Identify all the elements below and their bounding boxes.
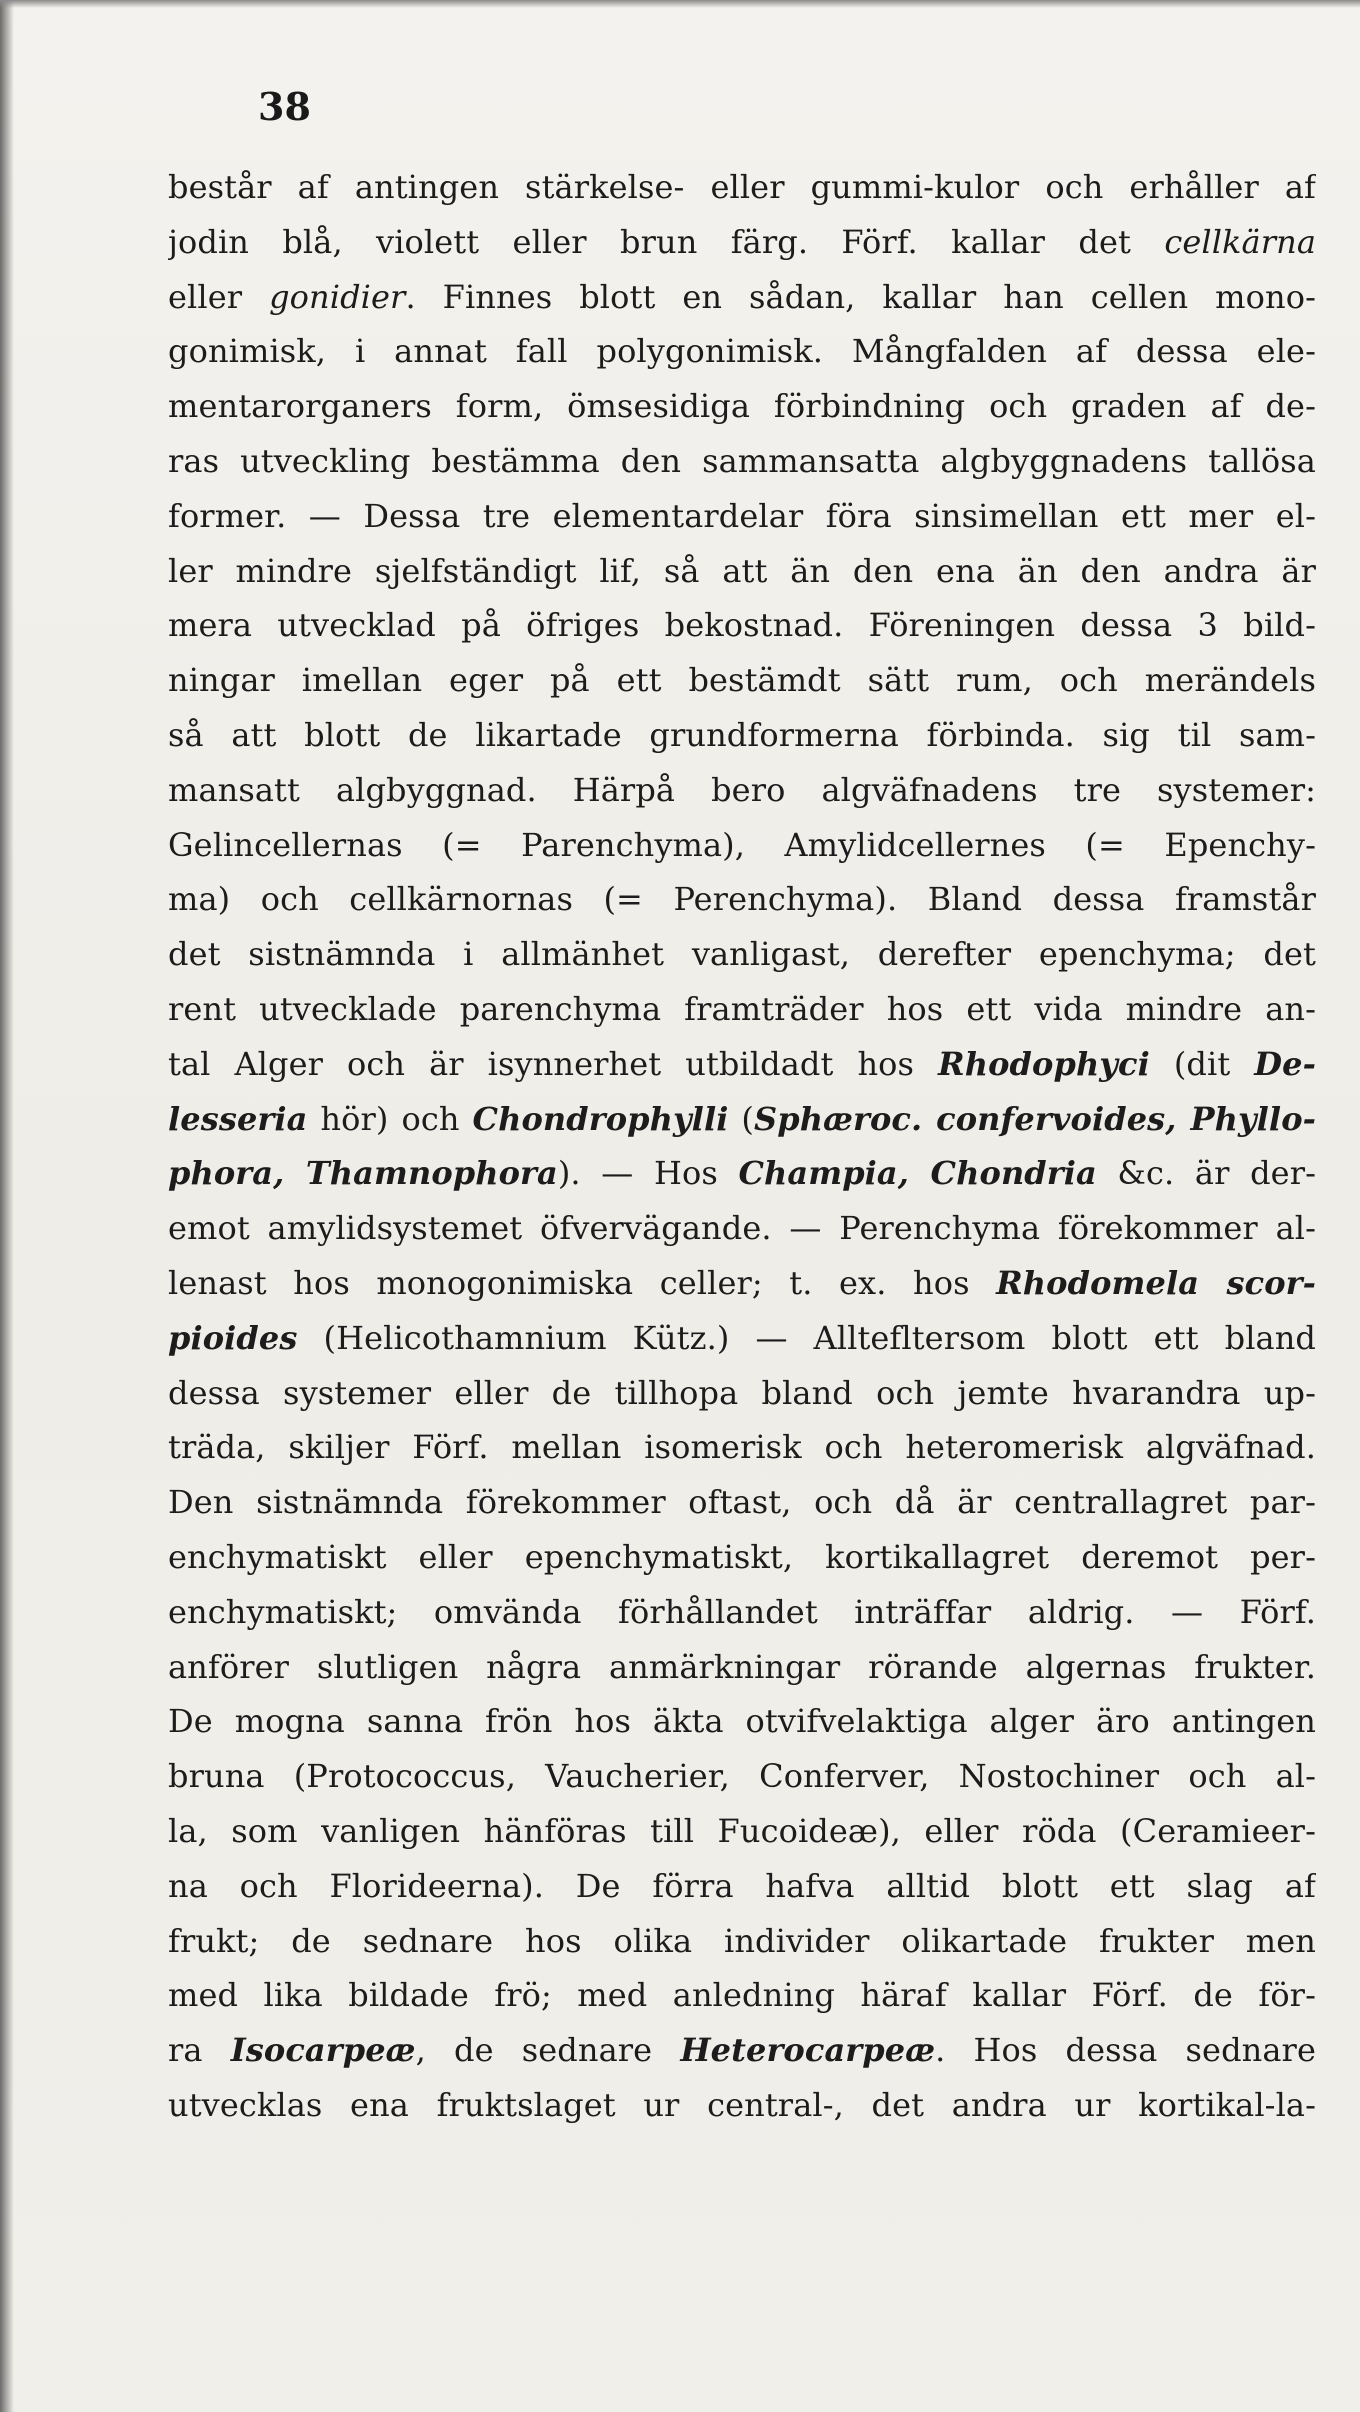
text-run: la, som vanligen hänföras till Fucoideæ), eller röda (Ceramieer-: [168, 1811, 1316, 1850]
text-run: anförer slutligen några anmärkningar rörande algernas frukter.: [168, 1647, 1316, 1686]
text-line: [168, 489, 1316, 544]
text-line: [168, 1640, 1316, 1695]
text-line: [168, 544, 1316, 599]
text-run: bruna (Protococcus, Vaucherier, Conferver, Nostochiner och al-: [168, 1757, 1316, 1796]
text-line: [168, 1859, 1316, 1914]
italic-term: Chondrophylli: [472, 1099, 729, 1138]
text-line: [168, 1146, 1316, 1201]
text-run: hör) och: [307, 1099, 473, 1138]
text-run: dessa systemer eller de tillhopa bland och jemte hvarandra up-: [168, 1373, 1316, 1412]
text-run: . Finnes blott en sådan, kallar han cellen mono-: [405, 277, 1316, 316]
text-run: , de sednare: [415, 2031, 681, 2070]
text-run: består af antingen stärkelse- eller gummi-kulor och erhåller af: [168, 168, 1316, 206]
text-run: ras utveckling bestämma den sammansatta algbyggnadens tallösa: [168, 441, 1316, 480]
text-line: [168, 2078, 1316, 2133]
text-run: mansatt algbyggnad. Härpå bero algväfnadens tre systemer:: [168, 770, 1316, 809]
text-line: [168, 270, 1316, 325]
italic-term: Isocarpeæ: [230, 2031, 416, 2070]
text-line: [168, 1366, 1316, 1421]
text-line: [168, 215, 1316, 270]
text-line: [168, 1585, 1316, 1640]
text-line: [168, 1256, 1316, 1311]
text-line: [168, 1968, 1316, 2023]
text-run: (Helicothamnium Kütz.) — Alltefltersom blott ett bland: [297, 1318, 1316, 1357]
italic-term: De-: [1254, 1044, 1316, 1083]
text-line: [168, 1037, 1316, 1092]
text-run: enchymatiskt; omvända förhållandet inträffar aldrig. — Förf.: [168, 1592, 1316, 1631]
page-edge-shadow-left: [0, 0, 14, 2412]
italic-term: lesseria: [168, 1099, 308, 1138]
text-line: [168, 2023, 1316, 2078]
text-run: &c. är der-: [1096, 1154, 1316, 1193]
italic-term: Rhodomela scor-: [996, 1263, 1316, 1302]
text-line: [168, 1092, 1316, 1147]
text-run: mera utvecklad på öfriges bekostnad. Föreningen dessa 3 bild-: [168, 606, 1316, 645]
italic-term: Rhodophyci: [938, 1044, 1150, 1083]
text-line: [168, 1201, 1316, 1256]
text-run: na och Florideerna). De förra hafva alltid blott ett slag af: [168, 1866, 1316, 1905]
text-run: tal Alger och är isynnerhet utbildadt hos: [168, 1044, 939, 1083]
page-number: 38: [258, 84, 311, 129]
text-run: jodin blå, violett eller brun färg. Förf. kallar det: [168, 222, 1165, 261]
italic-term: gonidier: [269, 277, 406, 316]
text-run: ra: [168, 2031, 231, 2070]
text-run: mentarorganers form, ömsesidiga förbindning och graden af de-: [168, 387, 1316, 426]
text-run: (: [728, 1099, 755, 1138]
text-run: (dit: [1149, 1044, 1255, 1083]
text-run: De mogna sanna frön hos äkta otvifvelaktiga alger äro antingen: [168, 1702, 1316, 1741]
text-run: former. — Dessa tre elementardelar föra sinsimellan ett mer el-: [168, 496, 1316, 535]
text-run: frukt; de sednare hos olika individer olikartade frukter men: [168, 1921, 1316, 1960]
text-line: [168, 1420, 1316, 1475]
text-run: det sistnämnda i allmänhet vanligast, derefter epenchyma; det: [168, 935, 1316, 974]
text-run: . Hos dessa sednare: [935, 2031, 1316, 2070]
text-run: så att blott de likartade grundformerna förbinda. sig til sam-: [168, 715, 1316, 754]
text-line: [168, 872, 1316, 927]
italic-term: phora, Thamnophora: [168, 1154, 558, 1193]
text-line: [168, 1914, 1316, 1969]
page-edge-shadow-top: [0, 0, 1360, 8]
text-line: [168, 708, 1316, 763]
text-line: [168, 653, 1316, 708]
text-run: ler mindre sjelfständigt lif, så att än den ena än den andra är: [168, 551, 1316, 590]
text-run: ). — Hos: [557, 1154, 739, 1193]
text-line: [168, 1530, 1316, 1585]
text-line: [168, 324, 1316, 379]
text-run: ningar imellan eger på ett bestämdt sätt rum, och merändels: [168, 661, 1316, 700]
text-line: [168, 160, 1316, 215]
text-line: [168, 1749, 1316, 1804]
italic-term: pioides: [168, 1318, 298, 1357]
text-line: [168, 982, 1316, 1037]
italic-term: Heterocarpeæ: [680, 2031, 936, 2070]
text-run: utvecklas ena fruktslaget ur central-, det andra ur kortikal-la-: [168, 2085, 1316, 2124]
text-line: [168, 1311, 1316, 1366]
text-run: träda, skiljer Förf. mellan isomerisk och heteromerisk algväfnad.: [168, 1428, 1316, 1467]
text-line: [168, 598, 1316, 653]
body-text: [168, 160, 1316, 2133]
text-run: lenast hos monogonimiska celler; t. ex. hos: [168, 1263, 997, 1302]
text-run: Gelincellernas (= Parenchyma), Amylidcellernes (= Epenchy-: [168, 825, 1316, 864]
text-run: Den sistnämnda förekommer oftast, och då är centrallagret par-: [168, 1483, 1316, 1522]
text-run: rent utvecklade parenchyma framträder hos ett vida mindre an-: [168, 989, 1316, 1028]
text-line: [168, 927, 1316, 982]
text-run: med lika bildade frö; med anledning häraf kallar Förf. de för-: [168, 1976, 1316, 2015]
text-line: [168, 1804, 1316, 1859]
text-run: eller: [168, 277, 270, 316]
text-line: [168, 1694, 1316, 1749]
text-run: gonimisk, i annat fall polygonimisk. Mångfalden af dessa ele-: [168, 332, 1316, 371]
text-line: [168, 379, 1316, 434]
text-line: [168, 818, 1316, 873]
text-line: [168, 434, 1316, 489]
text-run: ma) och cellkärnornas (= Perenchyma). Bland dessa framstår: [168, 880, 1316, 919]
text-line: [168, 763, 1316, 818]
text-run: enchymatiskt eller epenchymatiskt, kortikallagret deremot per-: [168, 1537, 1316, 1576]
italic-term: Sphæroc. confervoides, Phyllo-: [754, 1099, 1316, 1138]
italic-term: Champia, Chondria: [738, 1154, 1097, 1193]
text-run: emot amylidsystemet öfvervägande. — Perenchyma förekommer al-: [168, 1209, 1316, 1248]
italic-term: cellkärna: [1164, 222, 1316, 261]
text-line: [168, 1475, 1316, 1530]
